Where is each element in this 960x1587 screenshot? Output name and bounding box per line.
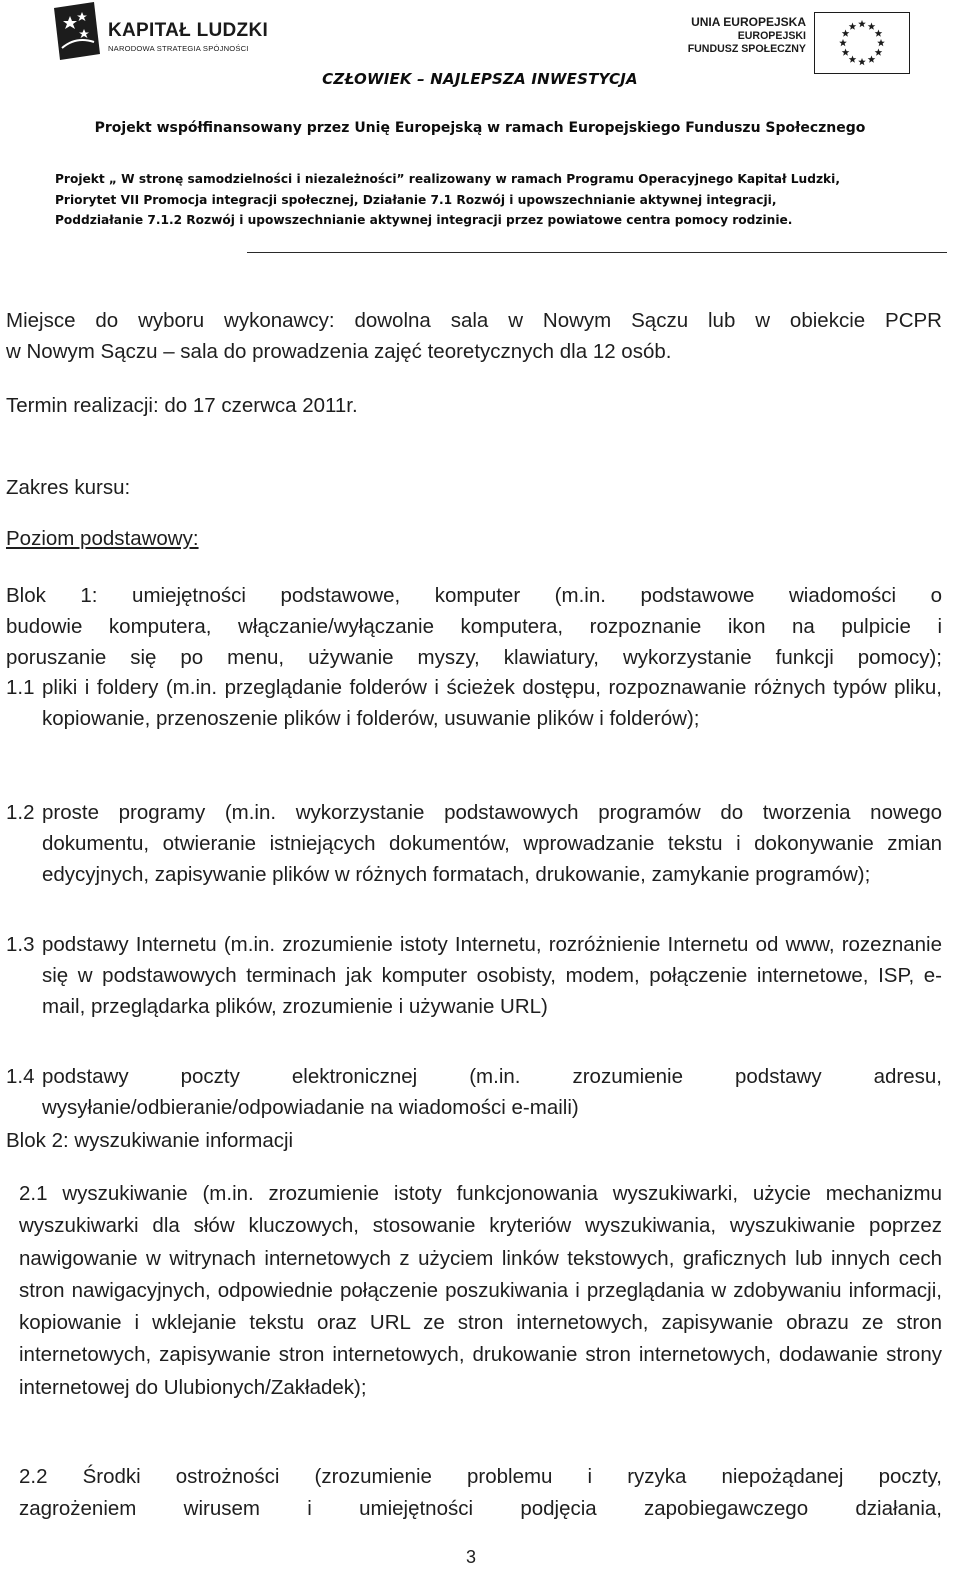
page-number: 3 <box>466 1547 477 1567</box>
list-item-1-2 <box>6 797 942 890</box>
block1-paragraph <box>6 580 942 673</box>
block2-heading: Blok 2: wyszukiwanie informacji <box>6 1129 294 1152</box>
list-item-text: pliki i foldery (m.in. przeglądanie folderów i ścieżek dostępu, rozpoznawanie różnych typów pliku, kopiowanie, przenoszenie plików i folderów, usuwanie plików i folderów); <box>42 676 942 730</box>
place-paragraph <box>6 305 942 367</box>
list-item-number: 1.3 <box>6 933 35 956</box>
eu-logo-line3: FUNDUSZ SPOŁECZNY <box>687 43 806 55</box>
kapital-ludzki-flag-icon <box>54 2 100 60</box>
cofinance-note: Projekt współfinansowany przez Unię Europejską w ramach Europejskiego Funduszu Społecznego <box>94 120 866 136</box>
eu-logo-text <box>688 16 806 56</box>
eu-logo-line2: EUROPEJSKI <box>737 30 806 42</box>
place-line-2: w Nowym Sączu – sala do prowadzenia zajęć teoretycznych dla 12 osób. <box>6 340 672 363</box>
level-heading: Poziom podstawowy: <box>6 527 199 550</box>
list-item-text: proste programy (m.in. wykorzystanie podstawowych programów do tworzenia nowego dokumentu, otwieranie istniejących dokumentów, wprowadzanie tekstu i dokonywanie zmian edycyjnych, zapisywanie plików w różnych formatach, drukowanie, zamykanie programów); <box>42 801 942 886</box>
eu-logo-line1: UNIA EUROPEJSKA <box>691 15 806 29</box>
kapital-ludzki-logo <box>54 2 284 62</box>
eu-flag-icon <box>814 12 910 74</box>
eu-logo <box>687 12 910 74</box>
section-2-2 <box>19 1461 942 1526</box>
place-line-1: Miejsce do wyboru wykonawcy: dowolna sala w Nowym Sączu lub w obiekcie PCPR <box>6 309 942 332</box>
deadline-text: Termin realizacji: do 17 czerwca 2011r. <box>6 394 358 417</box>
project-line-3: Poddziałanie 7.1.2 Rozwój i upowszechnianie aktywnej integracji przez powiatowe centra pomocy rodzinie. <box>55 213 793 227</box>
slogan: CZŁOWIEK – NAJLEPSZA INWESTYCJA <box>322 70 638 88</box>
list-item-text: podstawy Internetu (m.in. zrozumienie istoty Internetu, rozróżnienie Internetu od www, rozeznanie się w podstawowych terminach jak komputer osobisty, modem, połączenie internetowe, ISP, e-mail, przeglądarka plików, zrozumienie i używanie URL) <box>42 933 942 1018</box>
block1-line-1: Blok 1: umiejętności podstawowe, komputer (m.in. podstawowe wiadomości o <box>6 584 942 607</box>
section-2-2-line-2: zagrożeniem wirusem i umiejętności podjęcia zapobiegawczego działania, <box>19 1497 942 1521</box>
block1-line-2: budowie komputera, włączanie/wyłączanie komputera, rozpoznanie ikon na pulpicie i <box>6 615 942 638</box>
section-2-2-line-1: 2.2 Środki ostrożności (zrozumienie problemu i ryzyka niepożądanej poczty, <box>19 1465 942 1488</box>
list-item-number: 1.4 <box>6 1065 35 1088</box>
project-line-2: Priorytet VII Promocja integracji społecznej, Działanie 7.1 Rozwój i upowszechnianie aktywnej integracji, <box>55 193 777 207</box>
block1-line-3: poruszanie się po menu, używanie myszy, klawiatury, wykorzystanie funkcji pomocy); <box>6 646 942 669</box>
list-item-1-4 <box>6 1061 942 1123</box>
project-line-1: Projekt „ W stronę samodzielności i niezależności” realizowany w ramach Programu Operacyjnego Kapitał Ludzki, <box>55 172 840 186</box>
header-divider <box>247 252 947 253</box>
list-item-1-3 <box>6 929 942 1022</box>
kapital-ludzki-title: KAPITAŁ LUDZKI <box>108 20 269 41</box>
section-2-1: 2.1 wyszukiwanie (m.in. zrozumienie istoty funkcjonowania wyszukiwarki, użycie mechanizmu wyszukiwarki dla słów kluczowych, stosowanie kryteriów wyszukiwania, wyszukiwanie poprzez nawigowanie w witrynach internetowych z użyciem linków tekstowych, graficznych lub innych cech stron nawigacyjnych, odpowiednie połączenie poszukiwania i przeglądania w zdobywaniu informacji, kopiowanie i wklejanie tekstu oraz URL ze stron internetowych, zapisywanie obrazu ze stron internetowych, zapisywanie stron internetowych, drukowanie stron internetowych, dodawanie strony internetowej do Ulubionych/Zakładek); <box>19 1182 942 1399</box>
kapital-ludzki-subtitle: NARODOWA STRATEGIA SPÓJNOŚCI <box>108 44 249 53</box>
list-item-number: 1.2 <box>6 801 35 824</box>
list-item-number: 1.1 <box>6 676 35 699</box>
list-item-text: podstawy poczty elektronicznej (m.in. zrozumienie podstawy adresu, wysyłanie/odbieranie/odpowiadanie na wiadomości e-maili) <box>42 1065 942 1119</box>
scope-label: Zakres kursu: <box>6 476 131 499</box>
list-item-1-1 <box>6 672 942 734</box>
